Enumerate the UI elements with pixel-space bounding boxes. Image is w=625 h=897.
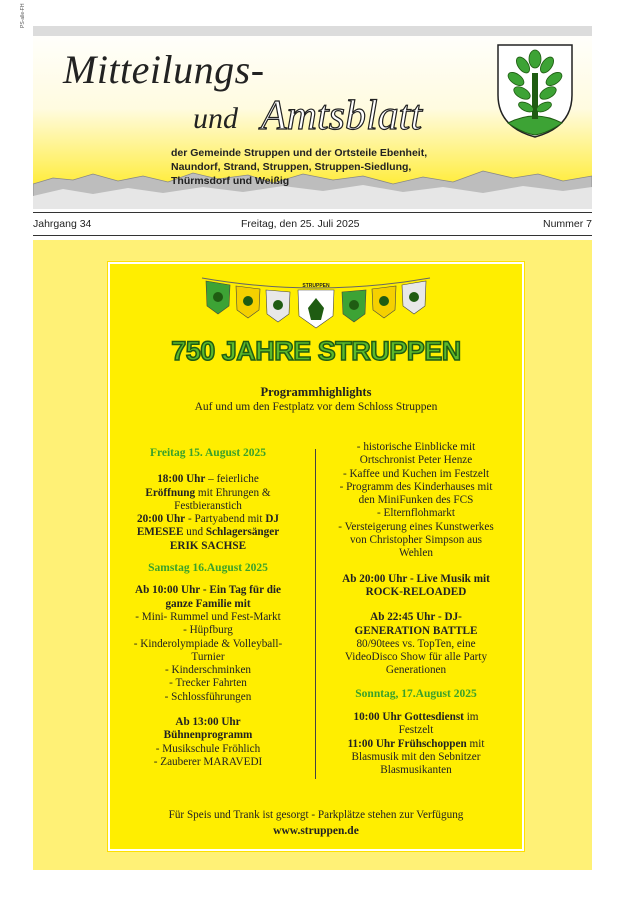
issue-number: Nummer 7 <box>542 218 592 230</box>
poster-headline: 750 JAHRE STRUPPEN <box>171 336 461 366</box>
right-item: den MiniFunken des FCS <box>358 494 474 507</box>
masthead-title-amtsblatt: Amtsblatt <box>261 93 423 139</box>
masthead-top-bar <box>33 26 592 36</box>
program-title: Programmhighlights <box>260 385 372 399</box>
issue-info-bar <box>33 212 592 236</box>
municipal-crest-icon <box>496 43 574 139</box>
issue-volume: Jahrgang 34 <box>33 218 92 230</box>
day1-line3: Festbieranstich <box>174 499 242 512</box>
event-dj-line1: Ab 22:45 Uhr - DJ- <box>370 611 462 624</box>
program-subtitle: Auf und um den Festplatz vor dem Schloss Struppen <box>194 401 438 413</box>
masthead-title-und: und <box>193 102 238 135</box>
day1-line2: Eröffnung mit Ehrungen & <box>145 486 271 499</box>
day3-line3: 11:00 Uhr Frühschoppen mit <box>347 737 485 750</box>
day2-stage-item: - Musikschule Fröhlich <box>155 742 261 755</box>
day2-stage-item: - Zauberer MARAVEDI <box>153 755 263 768</box>
event-dj-item: 80/90tees vs. TopTen, eine <box>356 637 476 650</box>
day3-heading: Sonntag, 17.August 2025 <box>355 687 477 700</box>
program-left-column <box>118 447 298 769</box>
masthead-subtitle: der Gemeinde Struppen und der Ortsteile Ebenheit, Naundorf, Strand, Struppen, Struppen-Siedlung, Thürmsdorf und Weißig <box>171 147 428 187</box>
day2-item: - Schlossführungen <box>164 690 252 703</box>
event-poster <box>108 262 524 851</box>
right-item: Wehlen <box>399 547 433 560</box>
right-item: - historische Einblicke mit <box>356 441 476 453</box>
program-right-column <box>320 441 512 778</box>
day2-item: - Mini- Rummel und Fest-Markt <box>135 610 281 623</box>
issue-date: Freitag, den 25. Juli 2025 <box>241 218 360 230</box>
poster-footer-url[interactable]: www.struppen.de <box>273 825 359 837</box>
poster-footer-text: Für Speis und Trank ist gesorgt - Parkplätze stehen zur Verfügung <box>168 809 464 821</box>
day3-line1: 10:00 Uhr Gottesdienst im <box>353 711 479 724</box>
day2-item: - Kinderschminken <box>164 664 252 677</box>
day2-stage-time: Ab 13:00 Uhr <box>175 716 241 729</box>
day1-line4: 20:00 Uhr - Partyabend mit DJ <box>136 513 280 526</box>
banner-center-label: STRUPPEN <box>302 283 330 289</box>
day1-heading: Freitag 15. August 2025 <box>149 447 267 459</box>
village-banner-garland-icon <box>200 272 432 332</box>
right-item: - Versteigerung eines Kunstwerkes <box>338 520 494 533</box>
right-item: - Elternflohmarkt <box>377 507 455 520</box>
day2-heading: Samstag 16.August 2025 <box>148 562 268 575</box>
day3-line4: Blasmusik mit den Sebnitzer <box>351 750 481 763</box>
event-dj-item: Generationen <box>385 664 447 677</box>
event-dj-item: VideoDisco Show für alle Party <box>344 651 488 664</box>
right-item: Ortschronist Peter Henze <box>359 454 473 467</box>
masthead <box>33 26 592 209</box>
day2-item: - Trecker Fahrten <box>169 677 247 690</box>
day3-line2: Festzelt <box>398 724 434 737</box>
day2-line2: ganze Familie mit <box>165 597 251 610</box>
day3-line5: Blasmusikanten <box>380 764 452 777</box>
right-item: - Programm des Kinderhauses mit <box>339 480 493 493</box>
event-rock-line1: Ab 20:00 Uhr - Live Musik mit <box>342 572 490 585</box>
event-dj-line2: GENERATION BATTLE <box>354 624 478 637</box>
masthead-title-line1: Mitteilungs- <box>63 47 265 92</box>
day1-line5: EMESEE und Schlagersänger <box>136 526 280 539</box>
day2-item: Turnier <box>191 650 225 663</box>
right-item: - Kaffee und Kuchen im Festzelt <box>342 467 490 480</box>
day2-line1: Ab 10:00 Uhr - Ein Tag für die <box>135 584 281 597</box>
day1-line1: 18:00 Uhr – feierliche <box>157 473 259 486</box>
right-item: von Christopher Simpson aus <box>349 534 483 547</box>
day2-item: - Hüpfburg <box>183 624 233 637</box>
event-rock-line2: ROCK-RELOADED <box>365 585 467 598</box>
day2-item: - Kinderolympiade & Volleyball- <box>133 637 283 650</box>
column-divider <box>315 449 316 779</box>
day2-stage-title: Bühnenprogramm <box>163 729 253 742</box>
side-code: PS-alle-FH <box>20 3 26 28</box>
day1-line6: ERIK SACHSE <box>169 539 247 552</box>
